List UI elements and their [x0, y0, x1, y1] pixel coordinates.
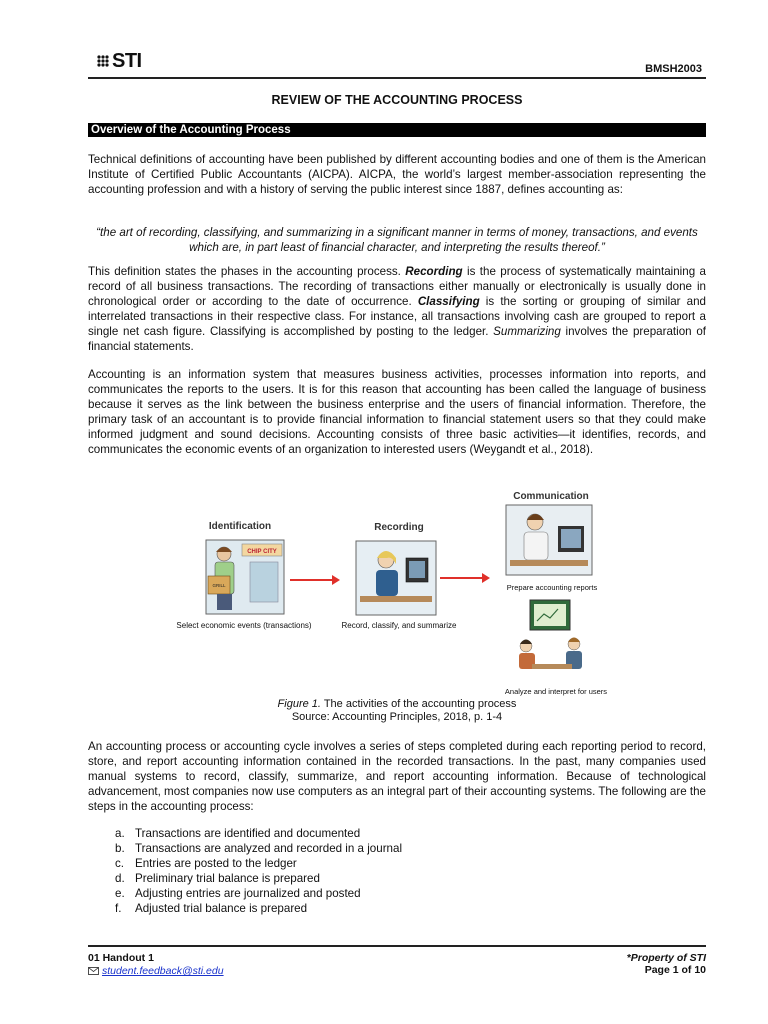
page-title: REVIEW OF THE ACCOUNTING PROCESS	[271, 93, 523, 107]
aicpa-quote: “the art of recording, classifying, and summarizing in a significant manner in terms of money, transactions, and events which are, in part least of financial character, and interpreting the results thereof.”	[96, 226, 698, 254]
figure-caption	[88, 698, 706, 711]
arrow-right-icon	[290, 575, 340, 585]
section-heading: Overview of the Accounting Process	[88, 123, 706, 137]
list-item-text: Adjusting entries are journalized and posted	[135, 887, 361, 900]
list-item	[115, 826, 402, 841]
list-item	[115, 886, 402, 901]
term-summarizing: Summarizing	[493, 325, 561, 338]
identification-scene-icon	[206, 540, 284, 614]
term-recording: Recording	[405, 265, 463, 278]
paragraph-intro: Technical definitions of accounting have been published by different accounting bodies and one of them is the American Institute of Certified Public Accountants (AICPA). AICPA, the world’s largest member-association representing the accounting profession and with a history of serving the public interest since 1887, defines accounting as:	[88, 153, 706, 196]
recording-scene-icon	[356, 541, 436, 615]
footer-divider	[88, 945, 706, 947]
footer-right	[627, 952, 706, 976]
store-sign-text: CHIP CITY	[247, 549, 277, 555]
list-item-letter: e.	[115, 887, 125, 900]
identification-caption: Select economic events (transactions)	[176, 621, 312, 630]
paragraph-information-system: Accounting is an information system that measures business activities, processes information into reports, and communicates the reports to the users. It is for this reason that accounting has been called the language of business because it serves as the link between the business enterprise and the users of financial information. Therefore, the primary task of an accountant is to provide financial information to financial statement users so that they could make informed judgment and sound decisions. Accounting consists of three basic activities—it identifies, records, and communicates the economic events of an organization to interested users (Weygandt et al., 2018).	[88, 368, 706, 456]
presentation-board-icon	[530, 600, 570, 630]
text-run: This definition states the phases in the accounting process.	[88, 265, 406, 278]
recording-label: Recording	[374, 522, 424, 533]
list-item-text: Preliminary trial balance is prepared	[135, 872, 320, 885]
list-item-letter: d.	[115, 872, 125, 885]
identification-label: Identification	[208, 521, 272, 532]
list-item-text: Transactions are identified and documented	[135, 827, 361, 840]
figure-illustration	[160, 488, 610, 698]
list-item-text: Entries are posted to the ledger	[135, 857, 297, 870]
figure-caption-label: Figure 1.	[277, 698, 321, 710]
list-item	[115, 841, 402, 856]
list-item	[115, 856, 402, 871]
logo-mark-icon	[96, 54, 110, 68]
course-code: BMSH2003	[645, 63, 702, 75]
list-item-text: Transactions are analyzed and recorded in a journal	[135, 842, 403, 855]
list-item	[115, 901, 402, 916]
text-run: involves the preparation of financial statements.	[88, 325, 706, 353]
logo-text: STI	[112, 50, 142, 72]
handout-label: 01 Handout 1	[88, 952, 154, 964]
figure-caption-text: The activities of the accounting process	[320, 698, 517, 710]
term-classifying: Classifying	[417, 295, 480, 308]
recording-caption: Record, classify, and summarize	[341, 621, 457, 630]
page-number: Page 1 of 10	[644, 964, 706, 976]
arrow-right-icon	[440, 573, 490, 583]
communication-caption-analyze: Analyze and interpret for users	[504, 687, 608, 696]
property-notice: *Property of STI	[626, 952, 706, 964]
envelope-icon	[88, 967, 99, 975]
list-item	[115, 871, 402, 886]
text-run: is the sorting or grouping of similar and interrelated transactions in their respective class. For instance, all transactions involving cash are grouped to report a single net cash figure. Classifying is accomplished by posting to the ledger.	[88, 295, 707, 338]
sti-logo	[96, 50, 142, 73]
accounting-activities-figure	[160, 488, 610, 698]
meeting-scene-icon	[519, 638, 582, 670]
communication-scene-icon	[506, 505, 592, 575]
communication-label: Communication	[513, 491, 589, 502]
list-item-letter: f.	[115, 902, 122, 915]
paragraph-accounting-cycle: An accounting process or accounting cycle involves a series of steps completed during each reporting period to record, store, and report accounting information contained in the recorded transactions. In the past, many companies used manual systems to record, classify, summarize, and report accounting information. Because of technological advancement, most companies now use computers as an integral part of their accounting systems. The following are the steps in the accounting process:	[88, 740, 706, 813]
list-item-letter: a.	[115, 827, 125, 840]
list-item-text: Adjusted trial balance is prepared	[135, 902, 308, 915]
list-item-letter: c.	[115, 857, 125, 870]
box-label-text: GRILL	[212, 583, 226, 588]
header-divider	[88, 77, 706, 79]
paragraph-phases	[88, 264, 706, 354]
text-run: is the process of systematically maintaining a record of all business transactions. The recording of transactions either manually or electronically is usually done in chronological order or according to the date of occurrence.	[88, 265, 706, 308]
feedback-email	[88, 965, 224, 977]
feedback-email-link[interactable]: student.feedback@sti.edu	[102, 965, 224, 977]
steps-list	[115, 826, 402, 916]
communication-caption-prepare: Prepare accounting reports	[506, 583, 598, 592]
figure-source: Source: Accounting Principles, 2018, p. 1-4	[291, 711, 503, 723]
list-item-letter: b.	[115, 842, 125, 855]
